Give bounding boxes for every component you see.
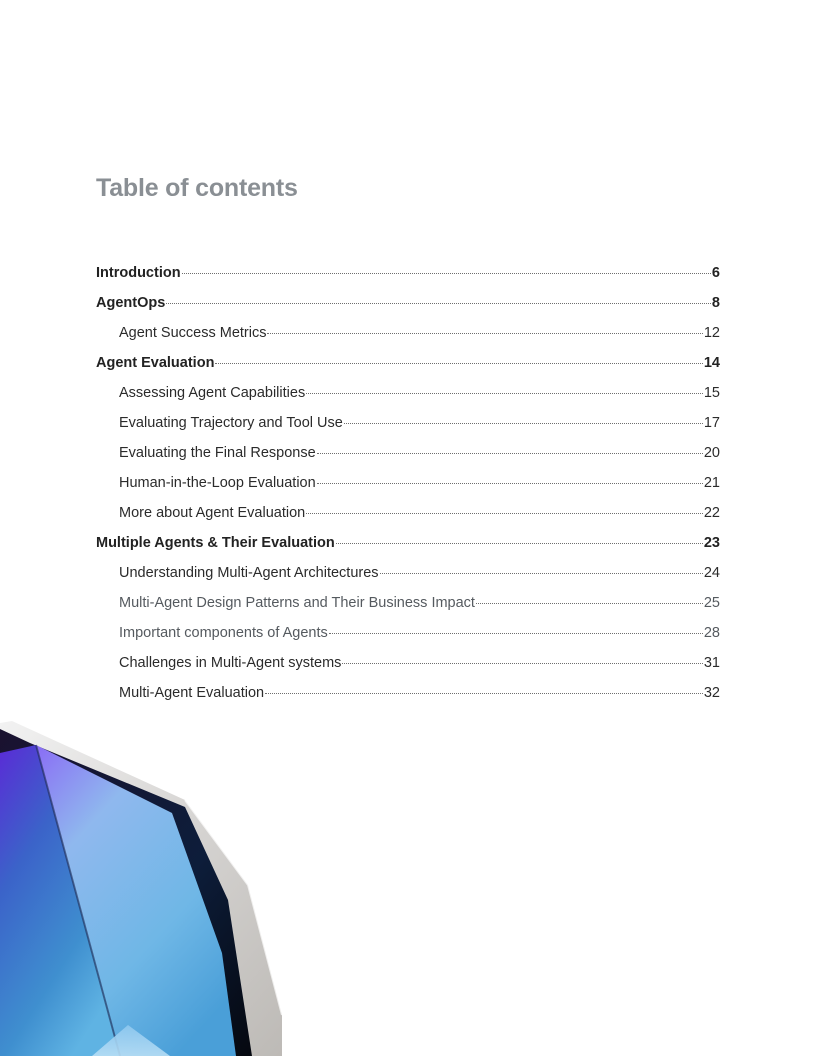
toc-entry-assessing-agent-capabilities[interactable] — [96, 378, 720, 408]
toc-page-number: 24 — [703, 565, 720, 581]
crystal-gem-graphic — [0, 715, 290, 1056]
toc-entry-title: Multi-Agent Evaluation — [119, 685, 265, 701]
toc-entry-introduction[interactable] — [96, 258, 720, 288]
toc-dot-leader — [306, 393, 703, 394]
toc-page-number: 8 — [711, 295, 720, 311]
toc-page-number: 28 — [703, 625, 720, 641]
toc-page-number: 23 — [703, 535, 720, 551]
toc-entry-title: Multiple Agents & Their Evaluation — [96, 535, 335, 551]
page-title: Table of contents — [96, 174, 298, 202]
toc-page-number: 12 — [703, 325, 720, 341]
toc-entry-title: Multi-Agent Design Patterns and Their Business Impact — [119, 595, 475, 611]
toc-dot-leader — [166, 303, 711, 304]
toc-page-number: 25 — [703, 595, 720, 611]
toc-dot-leader — [317, 483, 703, 484]
table-of-contents — [96, 258, 720, 708]
toc-entry-title: Agent Success Metrics — [119, 325, 267, 341]
toc-dot-leader — [267, 333, 702, 334]
toc-page-number: 15 — [703, 385, 720, 401]
toc-entry-multi-agent-evaluation[interactable] — [96, 678, 720, 708]
toc-page-number: 17 — [703, 415, 720, 431]
toc-entry-agent-success-metrics[interactable] — [96, 318, 720, 348]
toc-entry-title: Evaluating Trajectory and Tool Use — [119, 415, 343, 431]
toc-dot-leader — [317, 453, 703, 454]
toc-dot-leader — [476, 603, 703, 604]
toc-entry-important-components[interactable] — [96, 618, 720, 648]
toc-page-number: 20 — [703, 445, 720, 461]
toc-entry-evaluating-trajectory[interactable] — [96, 408, 720, 438]
toc-entry-more-about-agent-evaluation[interactable] — [96, 498, 720, 528]
toc-dot-leader — [342, 663, 702, 664]
toc-entry-multiple-agents[interactable] — [96, 528, 720, 558]
toc-entry-title: Important components of Agents — [119, 625, 328, 641]
toc-entry-evaluating-final-response[interactable] — [96, 438, 720, 468]
toc-entry-title: Assessing Agent Capabilities — [119, 385, 306, 401]
toc-dot-leader — [344, 423, 703, 424]
toc-dot-leader — [182, 273, 711, 274]
toc-page-number: 31 — [703, 655, 720, 671]
toc-dot-leader — [306, 513, 703, 514]
toc-entry-title: More about Agent Evaluation — [119, 505, 306, 521]
toc-entry-challenges-multi-agent[interactable] — [96, 648, 720, 678]
toc-dot-leader — [215, 363, 702, 364]
toc-entry-multi-agent-design-patterns[interactable] — [96, 588, 720, 618]
toc-entry-title: Human-in-the-Loop Evaluation — [119, 475, 316, 491]
toc-page-number: 22 — [703, 505, 720, 521]
toc-dot-leader — [329, 633, 703, 634]
toc-entry-title: AgentOps — [96, 295, 166, 311]
toc-page-number: 6 — [711, 265, 720, 281]
toc-dot-leader — [380, 573, 703, 574]
toc-entry-title: Evaluating the Final Response — [119, 445, 316, 461]
toc-entry-agentops[interactable] — [96, 288, 720, 318]
toc-entry-human-in-the-loop[interactable] — [96, 468, 720, 498]
toc-entry-title: Agent Evaluation — [96, 355, 215, 371]
toc-entry-multi-agent-architectures[interactable] — [96, 558, 720, 588]
toc-entry-agent-evaluation[interactable] — [96, 348, 720, 378]
toc-entry-title: Challenges in Multi-Agent systems — [119, 655, 342, 671]
toc-dot-leader — [336, 543, 703, 544]
toc-entry-title: Introduction — [96, 265, 181, 281]
toc-dot-leader — [265, 693, 703, 694]
toc-page-number: 32 — [703, 685, 720, 701]
toc-page-number: 14 — [703, 355, 720, 371]
toc-page-number: 21 — [703, 475, 720, 491]
toc-entry-title: Understanding Multi-Agent Architectures — [119, 565, 379, 581]
